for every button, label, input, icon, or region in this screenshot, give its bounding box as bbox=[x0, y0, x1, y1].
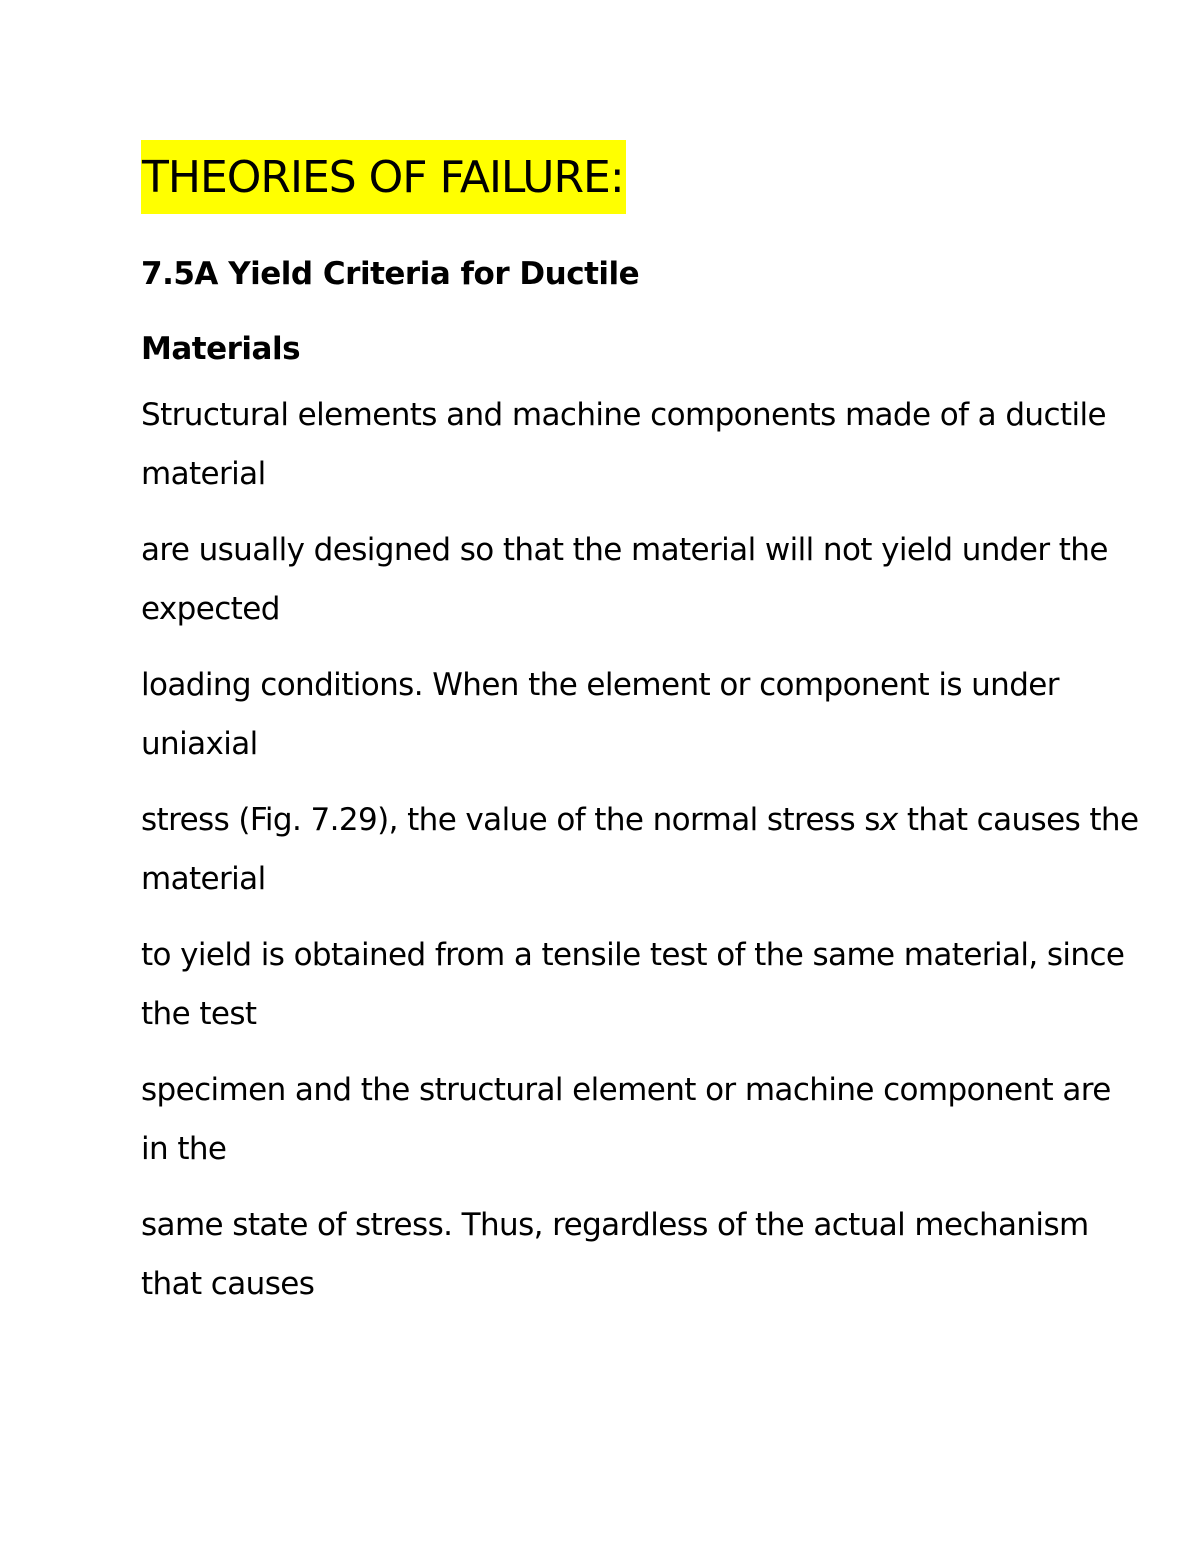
paragraph-5: to yield is obtained from a tensile test of the same material, since the test bbox=[141, 937, 1125, 1032]
paragraph-4-before: stress (Fig. 7.29), the value of the normal stress s bbox=[141, 802, 880, 838]
paragraph-7: same state of stress. Thus, regardless of the actual mechanism that causes bbox=[141, 1207, 1089, 1302]
section-heading-line-1: 7.5A Yield Criteria for Ductile bbox=[141, 256, 640, 292]
paragraph-2: are usually designed so that the material will not yield under the expected bbox=[141, 532, 1108, 627]
page-title: THEORIES OF FAILURE: bbox=[141, 140, 626, 214]
paragraph-4 bbox=[141, 791, 1141, 909]
paragraph-3: loading conditions. When the element or component is under uniaxial bbox=[141, 667, 1059, 762]
title-row bbox=[141, 140, 1141, 214]
section-heading-line-2: Materials bbox=[141, 331, 301, 367]
paragraph-4-after: that causes the material bbox=[141, 802, 1139, 897]
document-content bbox=[141, 140, 1141, 1314]
paragraph-4-variable: x bbox=[879, 802, 898, 838]
paragraph-6: specimen and the structural element or machine component are in the bbox=[141, 1072, 1111, 1167]
paragraph-1: Structural elements and machine components made of a ductile material bbox=[141, 397, 1106, 492]
